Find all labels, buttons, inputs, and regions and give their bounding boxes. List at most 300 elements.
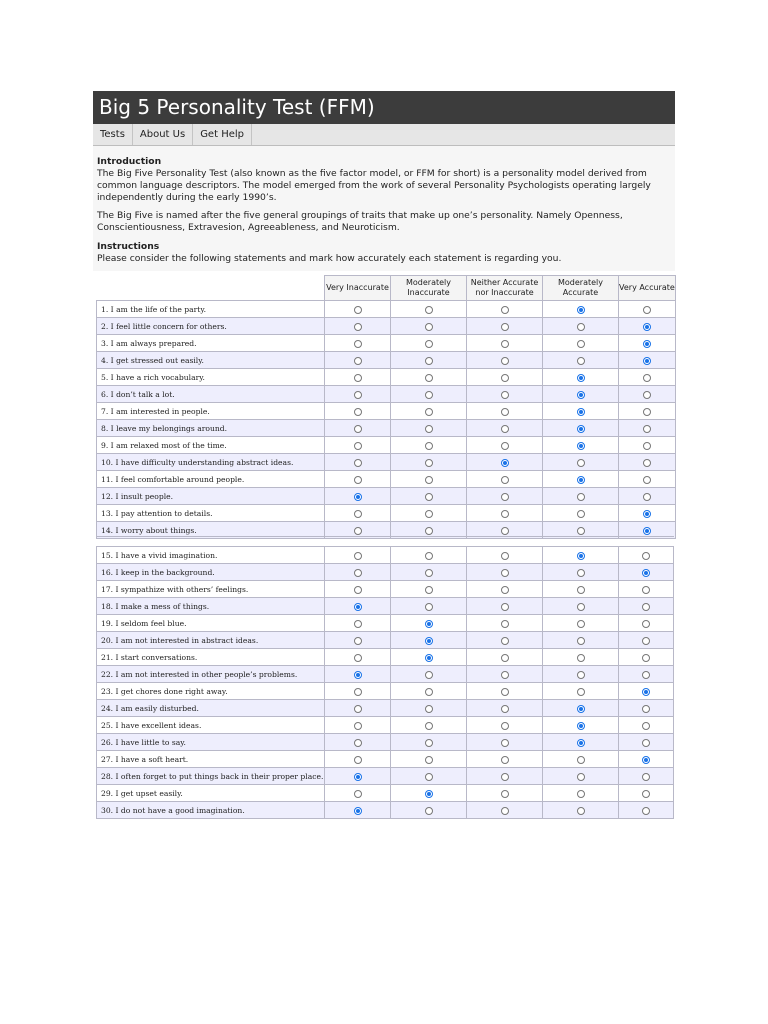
- question-statement: 3. I am always prepared.: [97, 335, 325, 352]
- radio-cell: [467, 717, 543, 734]
- answer-radio[interactable]: [577, 586, 585, 594]
- col-header-moderately-accurate: Moderately Accurate: [543, 276, 619, 301]
- question-statement: 21. I start conversations.: [97, 649, 325, 666]
- questions-table-part-2: [96, 546, 674, 819]
- answer-radio[interactable]: [501, 756, 509, 764]
- question-statement: 13. I pay attention to details.: [97, 505, 325, 522]
- question-statement: 9. I am relaxed most of the time.: [97, 437, 325, 454]
- radio-cell: [467, 505, 543, 522]
- answer-radio[interactable]: [577, 442, 585, 450]
- question-row: [97, 751, 674, 768]
- radio-cell: [619, 547, 674, 564]
- answer-radio[interactable]: [577, 510, 585, 518]
- answer-radio[interactable]: [425, 569, 433, 577]
- answer-radio[interactable]: [643, 357, 651, 365]
- answer-radio[interactable]: [501, 510, 509, 518]
- radio-cell: [543, 615, 619, 632]
- radio-cell: [325, 437, 391, 454]
- answer-radio[interactable]: [425, 807, 433, 815]
- radio-cell: [467, 700, 543, 717]
- answer-radio[interactable]: [501, 374, 509, 382]
- radio-cell: [543, 454, 619, 471]
- col-header-moderately-inaccurate: Moderately Inaccurate: [391, 276, 467, 301]
- answer-radio[interactable]: [643, 459, 651, 467]
- radio-cell: [391, 420, 467, 437]
- radio-cell: [467, 666, 543, 683]
- answer-radio[interactable]: [501, 459, 509, 467]
- radio-cell: [619, 488, 676, 505]
- answer-radio[interactable]: [354, 306, 362, 314]
- radio-cell: [391, 564, 467, 581]
- answer-radio[interactable]: [354, 357, 362, 365]
- answer-radio[interactable]: [501, 323, 509, 331]
- radio-cell: [325, 547, 391, 564]
- question-statement: 4. I get stressed out easily.: [97, 352, 325, 369]
- answer-radio[interactable]: [354, 739, 362, 747]
- answer-radio[interactable]: [642, 586, 650, 594]
- radio-cell: [391, 488, 467, 505]
- radio-cell: [391, 768, 467, 785]
- radio-cell: [543, 649, 619, 666]
- answer-radio[interactable]: [501, 790, 509, 798]
- radio-cell: [325, 488, 391, 505]
- radio-cell: [325, 318, 391, 335]
- question-row: [97, 547, 674, 564]
- instructions-text: Please consider the following statements and mark how accurately each statement is regarding you.: [97, 253, 562, 264]
- answer-radio[interactable]: [577, 527, 585, 535]
- answer-radio[interactable]: [501, 705, 509, 713]
- radio-cell: [543, 352, 619, 369]
- radio-cell: [467, 301, 543, 318]
- radio-cell: [325, 403, 391, 420]
- answer-radio[interactable]: [354, 510, 362, 518]
- answer-radio[interactable]: [354, 722, 362, 730]
- radio-cell: [619, 471, 676, 488]
- answer-radio[interactable]: [425, 603, 433, 611]
- question-row: [97, 505, 676, 522]
- question-statement: 6. I don’t talk a lot.: [97, 386, 325, 403]
- radio-cell: [467, 734, 543, 751]
- radio-cell: [391, 700, 467, 717]
- intro-paragraph-1: The Big Five Personality Test (also known as the five factor model, or FFM for short) is a personality model derived from common language descriptors. The model emerged from the work of several Personality Psychologists operating largely independently during the early 1990’s.: [97, 168, 651, 203]
- answer-radio[interactable]: [577, 790, 585, 798]
- question-row: [97, 802, 674, 819]
- answer-radio[interactable]: [643, 493, 651, 501]
- answer-radio[interactable]: [577, 705, 585, 713]
- answer-radio[interactable]: [642, 603, 650, 611]
- answer-radio[interactable]: [642, 569, 650, 577]
- answer-radio[interactable]: [501, 569, 509, 577]
- answer-radio[interactable]: [354, 442, 362, 450]
- answer-radio[interactable]: [354, 408, 362, 416]
- answer-radio[interactable]: [577, 620, 585, 628]
- nav-item-about-us[interactable]: About Us: [133, 124, 193, 145]
- question-row: [97, 488, 676, 505]
- statement-header-blank: [97, 276, 325, 301]
- answer-radio[interactable]: [643, 510, 651, 518]
- answer-radio[interactable]: [501, 637, 509, 645]
- question-statement: 8. I leave my belongings around.: [97, 420, 325, 437]
- answer-radio[interactable]: [425, 688, 433, 696]
- answer-radio[interactable]: [577, 459, 585, 467]
- page-title: Big 5 Personality Test (FFM): [93, 91, 675, 124]
- question-statement: 17. I sympathize with others’ feelings.: [97, 581, 325, 598]
- answer-radio[interactable]: [577, 773, 585, 781]
- answer-radio[interactable]: [354, 459, 362, 467]
- question-row: [97, 581, 674, 598]
- answer-radio[interactable]: [425, 374, 433, 382]
- answer-radio[interactable]: [354, 323, 362, 331]
- answer-radio[interactable]: [577, 722, 585, 730]
- radio-cell: [543, 768, 619, 785]
- radio-cell: [543, 785, 619, 802]
- radio-cell: [391, 335, 467, 352]
- question-statement: 25. I have excellent ideas.: [97, 717, 325, 734]
- answer-radio[interactable]: [425, 459, 433, 467]
- radio-cell: [467, 318, 543, 335]
- answer-radio[interactable]: [425, 722, 433, 730]
- answer-radio[interactable]: [425, 671, 433, 679]
- questions-table-part-1: [96, 275, 676, 539]
- answer-radio[interactable]: [643, 306, 651, 314]
- radio-cell: [325, 301, 391, 318]
- answer-radio[interactable]: [425, 756, 433, 764]
- radio-cell: [467, 454, 543, 471]
- answer-radio[interactable]: [425, 493, 433, 501]
- answer-radio[interactable]: [425, 739, 433, 747]
- radio-cell: [325, 615, 391, 632]
- answer-radio[interactable]: [425, 510, 433, 518]
- radio-cell: [325, 335, 391, 352]
- radio-cell: [619, 454, 676, 471]
- table-break-line: [96, 536, 674, 537]
- answer-radio[interactable]: [354, 756, 362, 764]
- answer-radio[interactable]: [354, 790, 362, 798]
- answer-radio[interactable]: [354, 705, 362, 713]
- answer-radio[interactable]: [425, 552, 433, 560]
- radio-cell: [543, 683, 619, 700]
- radio-cell: [467, 403, 543, 420]
- answer-radio[interactable]: [425, 391, 433, 399]
- radio-cell: [543, 632, 619, 649]
- answer-radio[interactable]: [577, 552, 585, 560]
- answer-radio[interactable]: [643, 425, 651, 433]
- answer-radio[interactable]: [501, 739, 509, 747]
- radio-cell: [619, 369, 676, 386]
- answer-radio[interactable]: [501, 357, 509, 365]
- radio-cell: [391, 454, 467, 471]
- question-row: [97, 564, 674, 581]
- answer-radio[interactable]: [501, 773, 509, 781]
- answer-radio[interactable]: [642, 620, 650, 628]
- question-row: [97, 335, 676, 352]
- answer-radio[interactable]: [425, 340, 433, 348]
- answer-radio[interactable]: [354, 671, 362, 679]
- answer-radio[interactable]: [354, 552, 362, 560]
- question-statement: 28. I often forget to put things back in their proper place.: [97, 768, 325, 785]
- answer-radio[interactable]: [425, 705, 433, 713]
- answer-radio[interactable]: [501, 688, 509, 696]
- radio-cell: [391, 649, 467, 666]
- answer-radio[interactable]: [425, 476, 433, 484]
- radio-cell: [391, 598, 467, 615]
- question-row: [97, 301, 676, 318]
- answer-radio[interactable]: [425, 586, 433, 594]
- answer-radio[interactable]: [642, 756, 650, 764]
- radio-cell: [325, 683, 391, 700]
- question-row: [97, 420, 676, 437]
- answer-radio[interactable]: [354, 586, 362, 594]
- answer-radio[interactable]: [354, 603, 362, 611]
- answer-radio[interactable]: [354, 340, 362, 348]
- answer-radio[interactable]: [501, 671, 509, 679]
- radio-cell: [467, 768, 543, 785]
- answer-radio[interactable]: [577, 603, 585, 611]
- answer-radio[interactable]: [501, 654, 509, 662]
- answer-radio[interactable]: [642, 688, 650, 696]
- answer-radio[interactable]: [577, 408, 585, 416]
- intro-heading: Introduction: [97, 156, 162, 167]
- radio-cell: [467, 386, 543, 403]
- radio-cell: [467, 420, 543, 437]
- answer-radio[interactable]: [643, 323, 651, 331]
- answer-radio[interactable]: [354, 374, 362, 382]
- question-row: [97, 437, 676, 454]
- answer-radio[interactable]: [501, 425, 509, 433]
- answer-radio[interactable]: [643, 340, 651, 348]
- answer-radio[interactable]: [501, 807, 509, 815]
- radio-cell: [619, 649, 674, 666]
- answer-radio[interactable]: [577, 306, 585, 314]
- radio-cell: [619, 768, 674, 785]
- radio-cell: [619, 751, 674, 768]
- answer-radio[interactable]: [577, 374, 585, 382]
- radio-cell: [543, 437, 619, 454]
- answer-radio[interactable]: [501, 493, 509, 501]
- answer-radio[interactable]: [354, 425, 362, 433]
- answer-radio[interactable]: [577, 569, 585, 577]
- answer-radio[interactable]: [577, 323, 585, 331]
- radio-cell: [619, 437, 676, 454]
- answer-radio[interactable]: [425, 442, 433, 450]
- answer-radio[interactable]: [501, 408, 509, 416]
- answer-radio[interactable]: [642, 722, 650, 730]
- answer-radio[interactable]: [642, 773, 650, 781]
- answer-radio[interactable]: [425, 637, 433, 645]
- answer-radio[interactable]: [577, 739, 585, 747]
- radio-cell: [391, 666, 467, 683]
- answer-radio[interactable]: [501, 442, 509, 450]
- answer-radio[interactable]: [577, 476, 585, 484]
- answer-radio[interactable]: [577, 671, 585, 679]
- radio-cell: [467, 488, 543, 505]
- answer-radio[interactable]: [425, 425, 433, 433]
- question-row: [97, 734, 674, 751]
- radio-cell: [543, 581, 619, 598]
- answer-radio[interactable]: [577, 357, 585, 365]
- radio-cell: [619, 301, 676, 318]
- radio-cell: [467, 369, 543, 386]
- radio-cell: [619, 420, 676, 437]
- radio-cell: [325, 420, 391, 437]
- nav-item-tests[interactable]: Tests: [93, 124, 133, 145]
- radio-cell: [325, 471, 391, 488]
- radio-cell: [467, 615, 543, 632]
- answer-radio[interactable]: [354, 476, 362, 484]
- radio-cell: [391, 632, 467, 649]
- nav-item-get-help[interactable]: Get Help: [193, 124, 252, 145]
- question-statement: 1. I am the life of the party.: [97, 301, 325, 318]
- answer-radio[interactable]: [501, 527, 509, 535]
- answer-radio[interactable]: [501, 306, 509, 314]
- radio-cell: [543, 751, 619, 768]
- answer-radio[interactable]: [642, 654, 650, 662]
- radio-cell: [467, 335, 543, 352]
- answer-radio[interactable]: [354, 493, 362, 501]
- radio-cell: [391, 802, 467, 819]
- answer-radio[interactable]: [501, 340, 509, 348]
- radio-cell: [325, 802, 391, 819]
- radio-cell: [467, 598, 543, 615]
- radio-cell: [619, 700, 674, 717]
- radio-cell: [543, 547, 619, 564]
- question-row: [97, 683, 674, 700]
- radio-cell: [325, 768, 391, 785]
- radio-cell: [543, 505, 619, 522]
- question-statement: 19. I seldom feel blue.: [97, 615, 325, 632]
- answer-radio[interactable]: [577, 340, 585, 348]
- question-statement: 14. I worry about things.: [97, 522, 325, 539]
- question-statement: 29. I get upset easily.: [97, 785, 325, 802]
- answer-radio[interactable]: [425, 620, 433, 628]
- question-row: [97, 369, 676, 386]
- answer-radio[interactable]: [642, 552, 650, 560]
- question-row: [97, 768, 674, 785]
- answer-radio[interactable]: [354, 637, 362, 645]
- answer-radio[interactable]: [643, 476, 651, 484]
- radio-cell: [391, 403, 467, 420]
- answer-radio[interactable]: [501, 391, 509, 399]
- question-statement: 15. I have a vivid imagination.: [97, 547, 325, 564]
- answer-radio[interactable]: [501, 586, 509, 594]
- answer-radio[interactable]: [643, 408, 651, 416]
- answer-radio[interactable]: [577, 654, 585, 662]
- answer-radio[interactable]: [425, 773, 433, 781]
- answer-radio[interactable]: [577, 391, 585, 399]
- radio-cell: [619, 318, 676, 335]
- answer-radio[interactable]: [354, 773, 362, 781]
- answer-radio[interactable]: [354, 654, 362, 662]
- question-statement: 10. I have difficulty understanding abstract ideas.: [97, 454, 325, 471]
- answer-radio[interactable]: [642, 671, 650, 679]
- answer-radio[interactable]: [577, 637, 585, 645]
- answer-radio[interactable]: [354, 391, 362, 399]
- radio-cell: [619, 717, 674, 734]
- radio-cell: [619, 598, 674, 615]
- answer-radio[interactable]: [577, 425, 585, 433]
- question-row: [97, 615, 674, 632]
- answer-radio[interactable]: [425, 408, 433, 416]
- question-row: [97, 666, 674, 683]
- radio-cell: [391, 785, 467, 802]
- answer-radio[interactable]: [642, 637, 650, 645]
- answer-radio[interactable]: [577, 688, 585, 696]
- radio-cell: [325, 649, 391, 666]
- radio-cell: [619, 615, 674, 632]
- answer-radio[interactable]: [425, 527, 433, 535]
- question-row: [97, 632, 674, 649]
- nav-bar: [93, 124, 675, 146]
- answer-radio[interactable]: [425, 790, 433, 798]
- radio-cell: [467, 581, 543, 598]
- radio-cell: [467, 437, 543, 454]
- radio-cell: [619, 335, 676, 352]
- radio-cell: [467, 751, 543, 768]
- radio-cell: [543, 734, 619, 751]
- radio-cell: [543, 403, 619, 420]
- answer-radio[interactable]: [354, 807, 362, 815]
- answer-radio[interactable]: [425, 357, 433, 365]
- radio-cell: [619, 734, 674, 751]
- answer-radio[interactable]: [642, 807, 650, 815]
- radio-cell: [543, 717, 619, 734]
- radio-cell: [619, 785, 674, 802]
- question-statement: 11. I feel comfortable around people.: [97, 471, 325, 488]
- radio-cell: [619, 386, 676, 403]
- question-row: [97, 318, 676, 335]
- answer-radio[interactable]: [642, 705, 650, 713]
- radio-cell: [391, 505, 467, 522]
- question-row: [97, 454, 676, 471]
- answer-radio[interactable]: [501, 722, 509, 730]
- answer-radio[interactable]: [501, 603, 509, 611]
- answer-radio[interactable]: [577, 493, 585, 501]
- answer-radio[interactable]: [643, 442, 651, 450]
- answer-radio[interactable]: [643, 391, 651, 399]
- answer-radio[interactable]: [425, 323, 433, 331]
- question-statement: 16. I keep in the background.: [97, 564, 325, 581]
- answer-radio[interactable]: [643, 527, 651, 535]
- answer-radio[interactable]: [642, 790, 650, 798]
- radio-cell: [325, 352, 391, 369]
- radio-cell: [391, 386, 467, 403]
- answer-radio[interactable]: [501, 552, 509, 560]
- radio-cell: [325, 700, 391, 717]
- question-statement: 18. I make a mess of things.: [97, 598, 325, 615]
- radio-cell: [325, 734, 391, 751]
- question-row: [97, 785, 674, 802]
- instructions-heading: Instructions: [97, 241, 160, 252]
- answer-radio[interactable]: [577, 756, 585, 764]
- question-statement: 2. I feel little concern for others.: [97, 318, 325, 335]
- radio-cell: [391, 352, 467, 369]
- answer-radio[interactable]: [354, 688, 362, 696]
- answer-radio[interactable]: [425, 654, 433, 662]
- radio-cell: [325, 598, 391, 615]
- radio-cell: [325, 564, 391, 581]
- answer-radio[interactable]: [501, 620, 509, 628]
- answer-radio[interactable]: [354, 620, 362, 628]
- answer-radio[interactable]: [425, 306, 433, 314]
- radio-cell: [543, 564, 619, 581]
- answer-radio[interactable]: [501, 476, 509, 484]
- question-statement: 5. I have a rich vocabulary.: [97, 369, 325, 386]
- answer-radio[interactable]: [577, 807, 585, 815]
- answer-radio[interactable]: [354, 569, 362, 577]
- answer-radio[interactable]: [354, 527, 362, 535]
- answer-radio[interactable]: [643, 374, 651, 382]
- answer-radio[interactable]: [642, 739, 650, 747]
